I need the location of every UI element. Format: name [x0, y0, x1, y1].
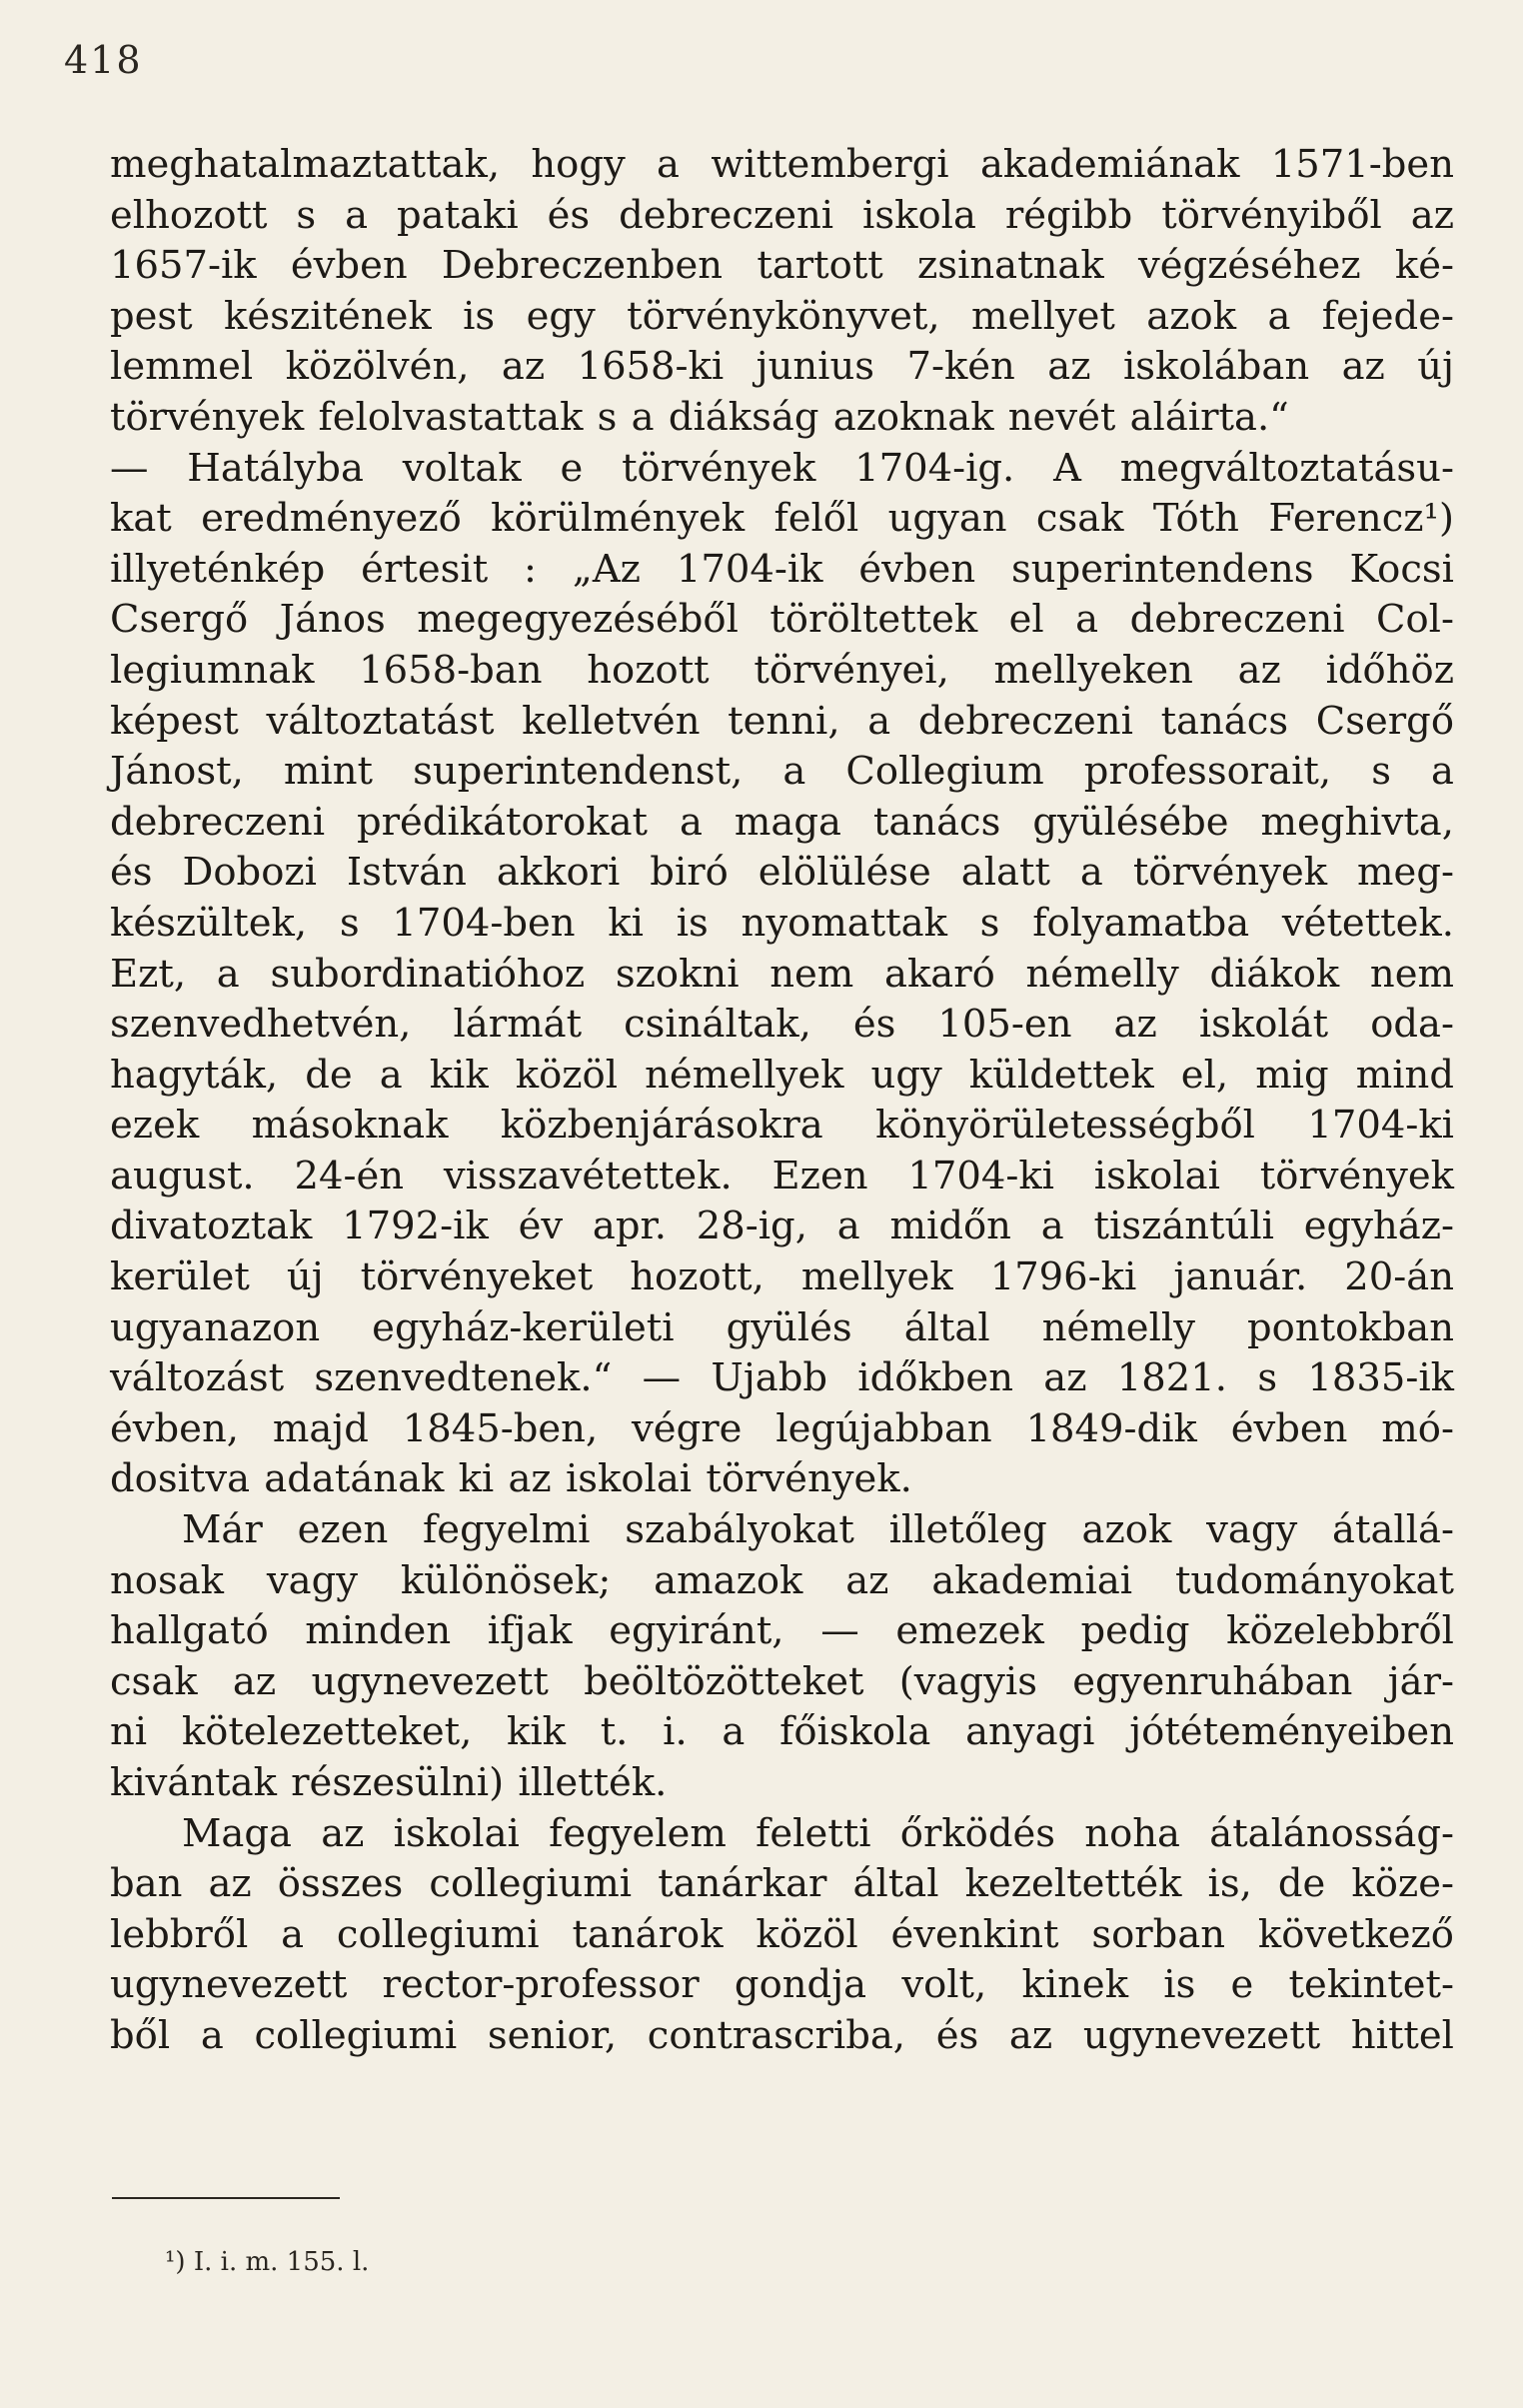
text-line: kivántak részesülni) illették. — [110, 1760, 668, 1805]
text-line: 1657-ik évben Debreczenben tartott zsinatnak végzéséhez ké- — [110, 243, 1454, 289]
text-line: szenvedhetvén, lármát csináltak, és 105-en az iskolát oda- — [110, 1002, 1454, 1048]
text-line: törvények felolvastattak s a diákság azoknak nevét aláirta.“ — [110, 394, 1289, 440]
text-line: august. 24-én visszavétettek. Ezen 1704-ki iskolai törvények — [110, 1153, 1454, 1199]
text-line: ni kötelezetteket, kik t. i. a főiskola anyagi jótéteményeiben — [110, 1709, 1454, 1755]
text-line: változást szenvedtenek.“ — Ujabb időkben az 1821. s 1835-ik — [110, 1355, 1454, 1401]
text-line: ban az összes collegiumi tanárkar által kezeltették is, de köze- — [110, 1861, 1454, 1907]
text-line: képest változtatást kelletvén tenni, a debreczeni tanács Csergő — [110, 698, 1454, 744]
text-line: Már ezen fegyelmi szabályokat illetőleg azok vagy átallá- — [182, 1507, 1454, 1553]
text-line: kat eredményező körülmények felől ugyan csak Tóth Ferencz¹) — [110, 496, 1454, 542]
text-line: divatoztak 1792-ik év apr. 28-ig, a midőn a tiszántúli egyház- — [110, 1204, 1454, 1249]
page-number: 418 — [64, 38, 143, 82]
text-line: és Dobozi István akkori biró elölülése alatt a törvények meg- — [110, 850, 1454, 896]
text-line: csak az ugynevezett beöltözötteket (vagyis egyenruhában jár- — [110, 1658, 1454, 1704]
text-line: lebbről a collegiumi tanárok közöl évenkint sorban következő — [110, 1911, 1454, 1957]
footnote-rule — [112, 2197, 340, 2199]
text-line: illyeténkép értesit : „Az 1704-ik évben superintendens Kocsi — [110, 546, 1454, 592]
text-line: Jánost, mint superintendenst, a Collegium professorait, s a — [110, 749, 1454, 795]
text-line: ugyanazon egyház-kerületi gyülés által némelly pontokban — [110, 1304, 1454, 1350]
text-line: debreczeni prédikátorokat a maga tanács gyülésébe meghivta, — [110, 799, 1454, 845]
text-line: Csergő János megegyezéséből töröltettek el a debreczeni Col- — [110, 597, 1454, 643]
text-line: Ezt, a subordinatióhoz szokni nem akaró némelly diákok nem — [110, 951, 1454, 997]
text-line: hallgató minden ifjak egyiránt, — emezek pedig közelebbről — [110, 1608, 1454, 1654]
text-line: Maga az iskolai fegyelem feletti őrködés noha átalánosság- — [182, 1810, 1454, 1856]
text-line: évben, majd 1845-ben, végre legújabban 1849-dik évben mó- — [110, 1405, 1454, 1451]
text-line: — Hatályba voltak e törvények 1704-ig. A megváltoztatásu- — [110, 445, 1454, 491]
text-line: ezek másoknak közbenjárásokra könyörületességből 1704-ki — [110, 1103, 1454, 1149]
text-line: meghatalmaztattak, hogy a wittembergi akademiának 1571-ben — [110, 142, 1454, 187]
text-line: lemmel közölvén, az 1658-ki junius 7-kén az iskolában az új — [110, 344, 1454, 390]
body-text — [110, 140, 1454, 2062]
text-line: hagyták, de a kik közöl némellyek ugy küldettek el, mig mind — [110, 1052, 1454, 1098]
footnote: ¹) I. i. m. 155. l. — [165, 2247, 370, 2277]
text-line: kerület új törvényeket hozott, mellyek 1796-ki január. 20-án — [110, 1254, 1454, 1300]
text-line: elhozott s a pataki és debreczeni iskola régibb törvényiből az — [110, 192, 1454, 238]
text-line: pest készitének is egy törvénykönyvet, mellyet azok a fejede- — [110, 293, 1454, 339]
text-line: nosak vagy különösek; amazok az akademiai tudományokat — [110, 1557, 1454, 1603]
text-line: legiumnak 1658-ban hozott törvényei, mellyeken az időhöz — [110, 647, 1454, 693]
text-line: ből a collegiumi senior, contrascriba, és az ugynevezett hittel — [110, 2012, 1454, 2058]
text-line: készültek, s 1704-ben ki is nyomattak s folyamatba vétettek. — [110, 900, 1454, 946]
text-line: ugynevezett rector-professor gondja volt, kinek is e tekintet- — [110, 1962, 1454, 2008]
text-line: dositva adatának ki az iskolai törvények. — [110, 1456, 912, 1502]
